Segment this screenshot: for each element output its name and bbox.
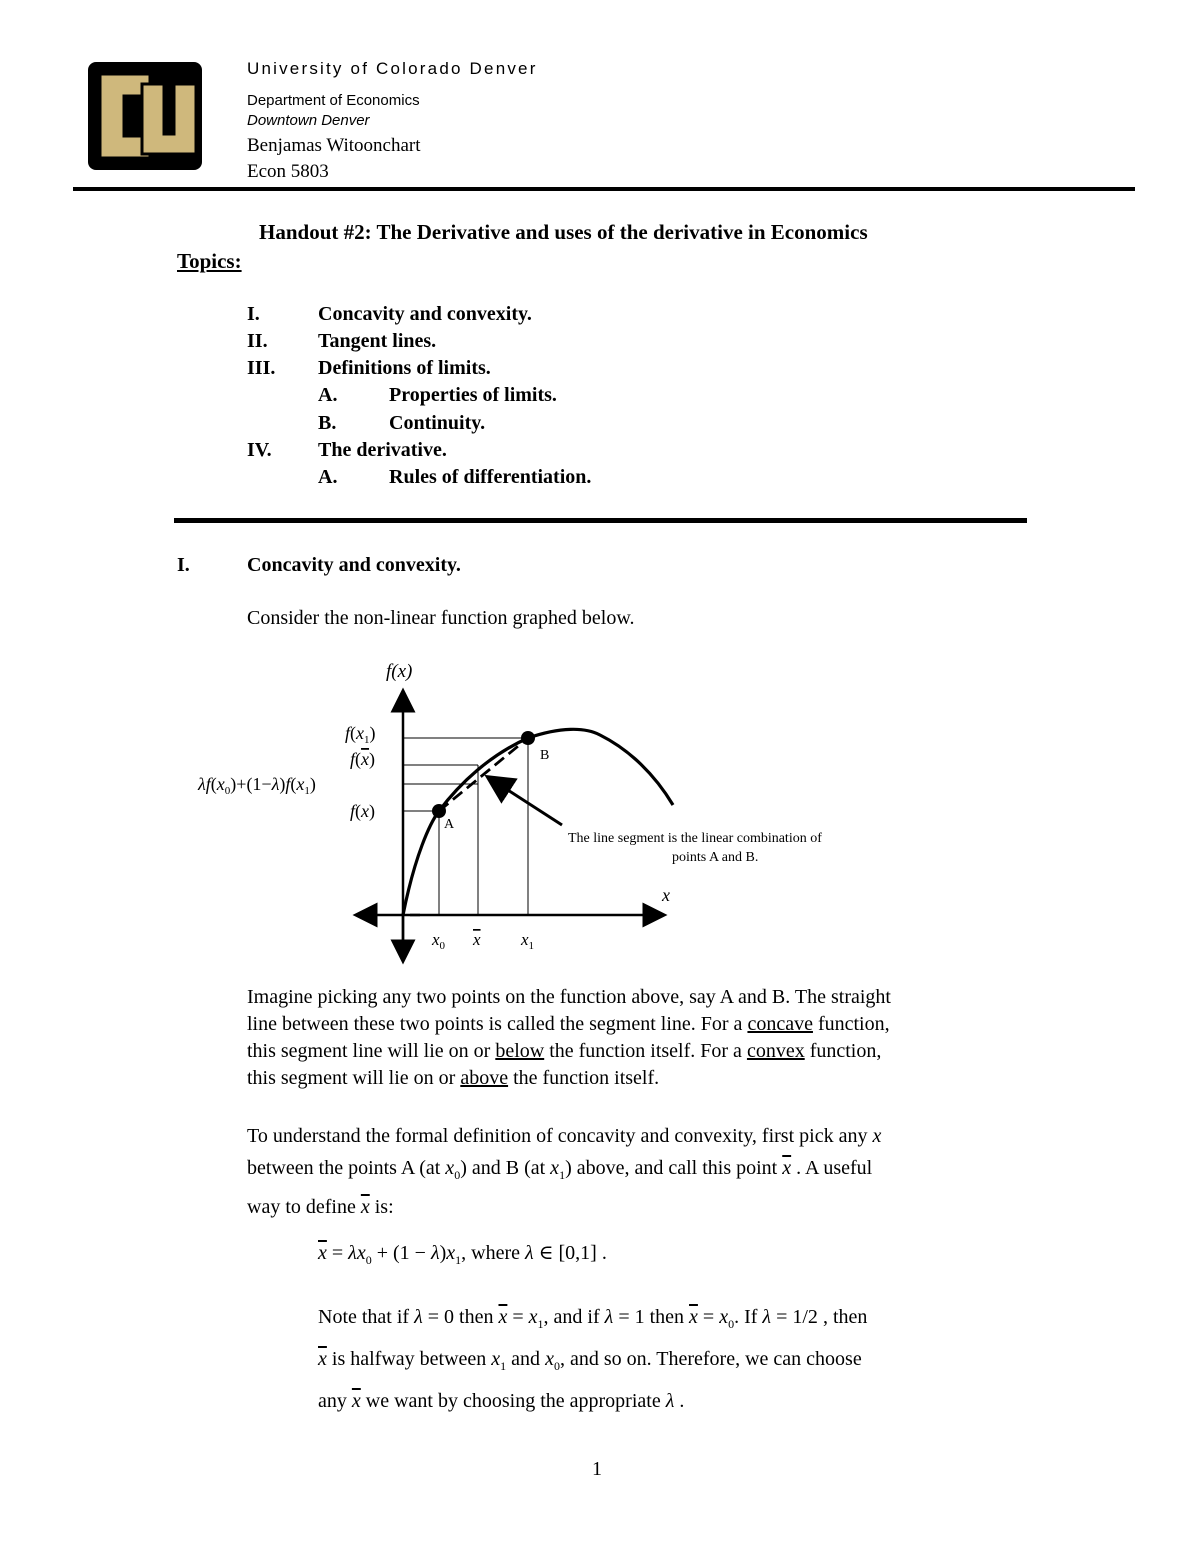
campus-name: Downtown Denver bbox=[247, 112, 370, 129]
p3-line-1: Note that if λ = 0 then $\overline{x} = x_1$, and if λ = 1 then $\overline{x} = x_0$. If λ = 1/2 , then bbox=[318, 1306, 868, 1331]
p3-line-2: $\overline{x}$ is halfway between $x_1$ and $x_0$, and so on. Therefore, we can choose bbox=[318, 1348, 862, 1373]
x-axis-label: x bbox=[662, 885, 670, 905]
y-axis-label: f(x) bbox=[386, 661, 413, 682]
header-divider bbox=[73, 187, 1135, 191]
tick-lambda-combo: $\lambda f(x_0)+(1-\lambda)f(x_1)$ bbox=[198, 774, 316, 797]
point-a-marker bbox=[432, 804, 446, 818]
paragraph-3 bbox=[318, 1300, 867, 1419]
annotation-line-1: The line segment is the linear combination of bbox=[568, 831, 822, 846]
toc-item-3b: Continuity. bbox=[389, 412, 486, 434]
department-name: Department of Economics bbox=[247, 92, 420, 109]
toc-item-3: Definitions of limits. bbox=[318, 357, 491, 379]
tick-x0: $x_0$ bbox=[432, 930, 446, 952]
tick-xbar: x bbox=[473, 930, 481, 949]
xbar-definition-equation: $\overline{x} = \lambda x_0 + (1 - \lambda)x_1$, where λ ∈ [0,1] . bbox=[318, 1242, 607, 1267]
toc-num-3a: A. bbox=[318, 384, 338, 406]
p3-line-3: any $\overline{x}$ we want by choosing the appropriate λ . bbox=[318, 1390, 685, 1412]
section-intro: Consider the non-linear function graphed below. bbox=[247, 607, 635, 629]
page-number: 1 bbox=[592, 1458, 602, 1480]
section-heading: Concavity and convexity. bbox=[247, 554, 461, 576]
p2-line-2: between the points A (at $x_0$) and B (at $x_1$) above, and call this point $\overline{x}$ . A useful bbox=[247, 1157, 873, 1182]
point-b-label: B bbox=[540, 748, 550, 763]
concavity-figure bbox=[190, 655, 910, 965]
p1-line-3: this segment line will lie on or below the function itself. For a convex function, bbox=[247, 1040, 882, 1062]
toc-item-4: The derivative. bbox=[318, 439, 447, 461]
toc-item-2: Tangent lines. bbox=[318, 330, 437, 352]
tick-x1: $x_1$ bbox=[521, 930, 535, 952]
term-convex: convex bbox=[746, 1040, 805, 1062]
toc-num-4a: A. bbox=[318, 466, 338, 488]
p1-line-2: line between these two points is called the segment line. For a concave function, bbox=[247, 1013, 890, 1035]
tick-f-xbar: f(x) bbox=[350, 749, 376, 769]
p2-line-3: way to define $\overline{x}$ is: bbox=[247, 1196, 394, 1218]
toc-item-4a: Rules of differentiation. bbox=[389, 466, 592, 488]
paragraph-2 bbox=[247, 1120, 881, 1223]
course-code: Econ 5803 bbox=[247, 161, 329, 182]
term-above: above bbox=[460, 1067, 509, 1089]
annotation-arrow bbox=[497, 783, 562, 825]
p1-line-4: this segment will lie on or above the function itself. bbox=[247, 1067, 660, 1089]
cu-logo bbox=[86, 60, 204, 172]
toc-item-1: Concavity and convexity. bbox=[318, 303, 532, 325]
toc-num-3b: B. bbox=[318, 412, 337, 434]
paragraph-1 bbox=[247, 984, 891, 1092]
toc-num-4: IV. bbox=[247, 439, 272, 461]
term-below: below bbox=[495, 1040, 545, 1062]
toc-item-3a: Properties of limits. bbox=[389, 384, 557, 406]
toc-num-3: III. bbox=[247, 357, 276, 379]
term-concave: concave bbox=[747, 1013, 813, 1035]
p1-line-1: Imagine picking any two points on the function above, say A and B. The straight bbox=[247, 986, 891, 1008]
point-b-marker bbox=[521, 731, 535, 745]
point-a-label: A bbox=[444, 817, 455, 832]
toc-num-1: I. bbox=[247, 303, 260, 325]
segment-line bbox=[439, 738, 528, 811]
annotation-line-2: points A and B. bbox=[672, 850, 759, 865]
university-name: University of Colorado Denver bbox=[247, 59, 538, 78]
handout-title: Handout #2: The Derivative and uses of the derivative in Economics bbox=[259, 220, 868, 244]
section-divider bbox=[174, 518, 1027, 523]
tick-f-x: f(x) bbox=[350, 801, 376, 821]
guide-lines bbox=[403, 738, 528, 915]
author-name: Benjamas Witoonchart bbox=[247, 135, 421, 156]
topics-label: Topics: bbox=[177, 249, 242, 273]
toc-num-2: II. bbox=[247, 330, 268, 352]
p2-line-1: To understand the formal definition of concavity and convexity, first pick any x bbox=[247, 1125, 882, 1147]
tick-f-x1: $f(x_1)$ bbox=[345, 723, 376, 746]
section-number: I. bbox=[177, 554, 190, 576]
